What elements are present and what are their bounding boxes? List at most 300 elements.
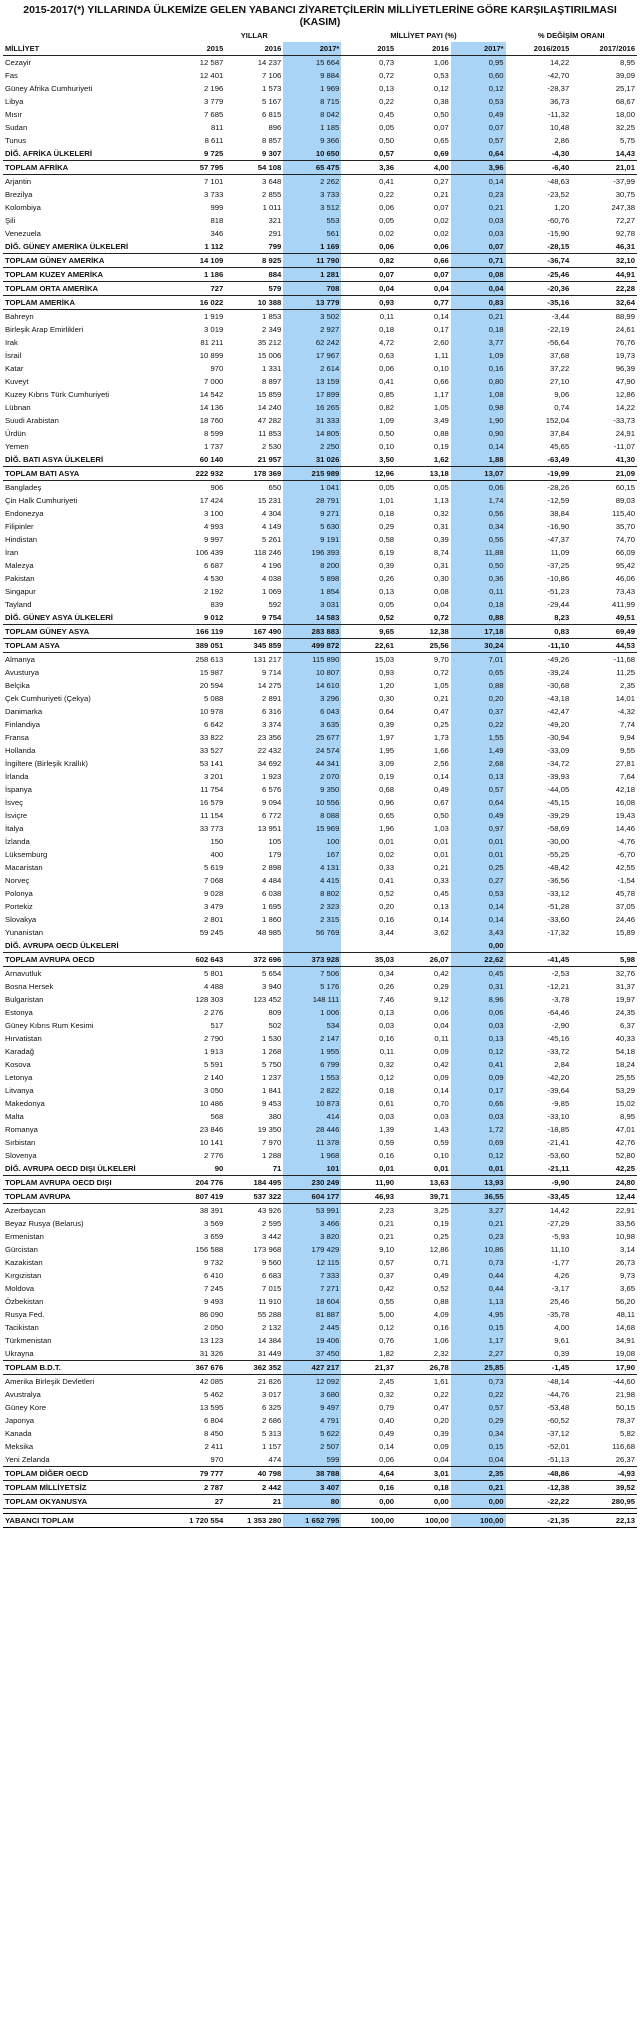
value-cell: 0,29: [379, 522, 395, 531]
value-cell: 3,44: [379, 928, 395, 937]
value-cell: 4 149: [262, 522, 282, 531]
value-cell: 1 331: [262, 364, 282, 373]
value-cell: -21,41: [547, 1138, 570, 1147]
value-cell: 0,04: [451, 282, 506, 296]
value-cell: -17,32: [547, 928, 570, 937]
value-cell: -37,25: [547, 561, 570, 570]
value-cell: 0,29: [433, 982, 449, 991]
country-cell: TOPLAM AVRUPA OECD DIŞI: [3, 1176, 167, 1190]
value-cell: 0,14: [451, 440, 506, 453]
value-cell: 19 406: [283, 1334, 341, 1347]
value-cell: 0,21: [433, 190, 449, 199]
value-cell: 8 925: [225, 254, 283, 268]
value-cell: 0,22: [451, 718, 506, 731]
value-cell: 0,49: [433, 1271, 449, 1280]
value-cell: 0,52: [433, 1284, 449, 1293]
value-cell: 44,91: [571, 268, 637, 282]
value-cell: 40,33: [615, 1034, 635, 1043]
value-cell: 0,18: [451, 323, 506, 336]
value-cell: 0,17: [451, 1084, 506, 1097]
value-cell: 0,49: [379, 1429, 395, 1438]
country-cell: TOPLAM MİLLİYETSİZ: [3, 1481, 167, 1495]
value-cell: 0,01: [433, 1164, 449, 1173]
value-cell: 9 732: [204, 1258, 224, 1267]
value-cell: 13 159: [283, 375, 341, 388]
value-cell: 0,05: [379, 123, 395, 132]
value-cell: 0,71: [451, 254, 506, 268]
value-cell: 6 038: [262, 889, 282, 898]
table-row: [3, 796, 637, 809]
value-cell: 0,21: [433, 863, 449, 872]
value-cell: 33 773: [199, 824, 224, 833]
value-cell: 0,57: [379, 1258, 395, 1267]
value-cell: 47 282: [257, 416, 282, 425]
value-cell: 1 553: [283, 1071, 341, 1084]
value-cell: 0,57: [451, 134, 506, 147]
header-share-2015: 2015: [341, 42, 396, 56]
value-cell: 215 989: [283, 467, 341, 481]
value-cell: 11,09: [550, 548, 570, 557]
value-cell: 427 217: [283, 1361, 341, 1375]
value-cell: 0,40: [379, 1416, 395, 1425]
value-cell: -48,42: [547, 863, 570, 872]
table-row: [3, 1334, 637, 1347]
value-cell: 3,62: [433, 928, 449, 937]
value-cell: 26,37: [615, 1455, 635, 1464]
value-cell: -49,26: [547, 655, 570, 664]
value-cell: 0,11: [379, 312, 395, 321]
value-cell: 321: [268, 216, 282, 225]
value-cell: 0,41: [379, 876, 395, 885]
value-cell: 3,77: [451, 336, 506, 349]
table-row: [3, 1388, 637, 1401]
value-cell: 0,73: [451, 1375, 506, 1389]
value-cell: 53 141: [199, 759, 224, 768]
value-cell: 1,20: [554, 203, 570, 212]
value-cell: 0,72: [433, 613, 449, 622]
value-cell: 0,05: [379, 483, 395, 492]
value-cell: 8 857: [262, 136, 282, 145]
value-cell: 16,08: [615, 798, 635, 807]
value-cell: 0,14: [451, 900, 506, 913]
value-cell: 66,09: [615, 548, 635, 557]
value-cell: 81 211: [200, 338, 224, 347]
value-cell: 0,14: [379, 1442, 395, 1451]
value-cell: -4,32: [617, 707, 635, 716]
table-row: [3, 1295, 637, 1308]
value-cell: 1,20: [379, 681, 395, 690]
value-cell: 131 217: [253, 655, 282, 664]
value-cell: 0,68: [379, 785, 395, 794]
value-cell: 1,09: [379, 416, 395, 425]
country-cell: Kolombiya: [5, 203, 41, 212]
value-cell: 0,16: [341, 1481, 396, 1495]
value-cell: 14,68: [615, 1323, 635, 1332]
value-cell: 0,03: [379, 1112, 395, 1121]
value-cell: 15,02: [615, 1099, 635, 1108]
value-cell: 11,90: [341, 1176, 396, 1190]
table-row: [3, 336, 637, 349]
value-cell: 7 271: [283, 1282, 341, 1295]
value-cell: 0,72: [433, 668, 449, 677]
value-cell: 0,85: [379, 390, 395, 399]
value-cell: 11 790: [283, 254, 341, 268]
value-cell: 1 652 795: [283, 1514, 341, 1528]
value-cell: -44,60: [613, 1377, 635, 1386]
value-cell: 0,07: [451, 121, 506, 134]
value-cell: 0,44: [451, 1269, 506, 1282]
value-cell: 14 240: [257, 403, 282, 412]
value-cell: 9 725: [204, 149, 224, 158]
total-row: [3, 254, 637, 268]
country-cell: Azerbaycan: [5, 1206, 46, 1215]
value-cell: 0,70: [433, 1099, 449, 1108]
value-cell: 5 261: [262, 535, 282, 544]
value-cell: 148 111: [283, 993, 341, 1006]
value-cell: 2 196: [204, 84, 224, 93]
country-cell: İspanya: [5, 785, 32, 794]
value-cell: 2,32: [433, 1349, 449, 1358]
table-row: [3, 848, 637, 861]
country-cell: Bahreyn: [5, 312, 34, 321]
value-cell: 0,57: [451, 1401, 506, 1414]
value-cell: -33,12: [547, 889, 570, 898]
value-cell: 60,15: [615, 483, 635, 492]
value-cell: 9 191: [283, 533, 341, 546]
value-cell: 2 070: [283, 770, 341, 783]
value-cell: -11,07: [613, 442, 635, 451]
value-cell: 24,91: [615, 429, 635, 438]
country-cell: Yeni Zelanda: [5, 1455, 50, 1464]
value-cell: 17 967: [283, 349, 341, 362]
value-cell: 362 352: [225, 1361, 283, 1375]
value-cell: 26,78: [396, 1361, 451, 1375]
value-cell: 811: [211, 123, 224, 132]
table-row: [3, 1110, 637, 1123]
country-cell: Kuveyt: [5, 377, 29, 386]
value-cell: 2 891: [262, 694, 282, 703]
value-cell: 4 993: [204, 522, 224, 531]
value-cell: 1 069: [262, 587, 282, 596]
value-cell: 818: [210, 216, 224, 225]
country-cell: Portekiz: [5, 902, 33, 911]
value-cell: 100,00: [396, 1514, 451, 1528]
value-cell: 9 997: [204, 535, 224, 544]
table-row: [3, 323, 637, 336]
value-cell: 14 109: [167, 254, 225, 268]
country-cell: DİĞ. GÜNEY ASYA ÜLKELERİ: [5, 613, 113, 622]
value-cell: 0,83: [506, 625, 572, 639]
value-cell: 40 798: [225, 1467, 283, 1481]
value-cell: 47,01: [615, 1125, 635, 1134]
value-cell: 7 101: [204, 177, 224, 186]
country-cell: Belçika: [5, 681, 30, 690]
value-cell: 9,70: [433, 655, 449, 664]
table-row: [3, 1375, 637, 1389]
value-cell: 0,33: [433, 876, 449, 885]
value-cell: 9 560: [262, 1258, 282, 1267]
value-cell: 14,01: [615, 694, 635, 703]
value-cell: 166 119: [167, 625, 225, 639]
country-cell: Tacikistan: [5, 1323, 39, 1332]
value-cell: 1,74: [451, 494, 506, 507]
country-cell: TOPLAM ORTA AMERİKA: [3, 282, 167, 296]
value-cell: -33,73: [613, 416, 635, 425]
value-cell: 17,18: [451, 625, 506, 639]
value-cell: 76,76: [615, 338, 635, 347]
value-cell: 5 167: [262, 97, 282, 106]
value-cell: 23 846: [199, 1125, 224, 1134]
value-cell: 22,62: [451, 953, 506, 967]
value-cell: 10 978: [199, 707, 224, 716]
value-cell: -53,48: [547, 1403, 570, 1412]
value-cell: 1,11: [434, 351, 449, 360]
value-cell: -4,30: [551, 149, 570, 158]
table-row: [3, 188, 637, 201]
value-cell: 28 791: [283, 494, 341, 507]
value-cell: 4 791: [283, 1414, 341, 1427]
country-cell: TOPLAM GÜNEY ASYA: [3, 625, 167, 639]
value-cell: 0,19: [433, 1219, 449, 1228]
value-cell: 9,65: [341, 625, 396, 639]
value-cell: 3,36: [341, 161, 396, 175]
value-cell: 38,84: [549, 509, 570, 518]
value-cell: 999: [210, 203, 224, 212]
value-cell: 0,00: [341, 1495, 396, 1509]
value-cell: 2,60: [433, 338, 449, 347]
value-cell: 258 613: [195, 655, 224, 664]
value-cell: 2,56: [433, 759, 449, 768]
value-cell: -43,18: [547, 694, 570, 703]
value-cell: 0,73: [379, 58, 395, 67]
value-cell: 7,46: [379, 995, 395, 1004]
country-cell: Sırbistan: [5, 1138, 36, 1147]
value-cell: 0,20: [433, 1416, 449, 1425]
value-cell: 0,57: [451, 783, 506, 796]
country-cell: Finlandiya: [5, 720, 41, 729]
value-cell: 46,93: [341, 1190, 396, 1204]
country-cell: Arjantin: [5, 177, 32, 186]
value-cell: 1,55: [451, 731, 506, 744]
country-cell: Japonya: [5, 1416, 35, 1425]
value-cell: 37,68: [549, 351, 570, 360]
header-share-2017: 2017*: [451, 42, 506, 56]
value-cell: 4 038: [262, 574, 282, 583]
value-cell: 34,91: [615, 1336, 635, 1345]
value-cell: 0,32: [379, 1390, 395, 1399]
value-cell: -20,36: [506, 282, 572, 296]
value-cell: 3 659: [204, 1232, 224, 1241]
value-cell: 1 968: [283, 1149, 341, 1162]
value-cell: 1,73: [433, 733, 449, 742]
value-cell: -1,77: [551, 1258, 570, 1267]
value-cell: 5,98: [571, 953, 637, 967]
nationality-table: [3, 30, 637, 1528]
value-cell: -28,37: [547, 84, 570, 93]
country-cell: Libya: [5, 97, 24, 106]
value-cell: 10 388: [225, 296, 283, 310]
value-cell: 3 296: [283, 692, 341, 705]
value-cell: 2 898: [262, 863, 282, 872]
value-cell: 0,14: [433, 312, 449, 321]
value-cell: 31 326: [199, 1349, 224, 1358]
country-cell: Katar: [5, 364, 24, 373]
value-cell: 2 411: [204, 1442, 224, 1451]
value-cell: 8 611: [204, 136, 224, 145]
value-cell: 0,02: [433, 216, 449, 225]
total-row: [3, 639, 637, 653]
value-cell: 0,05: [379, 600, 395, 609]
table-row: [3, 757, 637, 770]
value-cell: 373 928: [283, 953, 341, 967]
table-row: [3, 214, 637, 227]
value-cell: 5 462: [204, 1390, 224, 1399]
value-cell: 0,88: [451, 611, 506, 625]
value-cell: 10 141: [199, 1138, 224, 1147]
value-cell: 0,69: [451, 1136, 506, 1149]
value-cell: -48,63: [547, 177, 570, 186]
country-cell: Türkmenistan: [5, 1336, 52, 1345]
table-row: [3, 900, 637, 913]
value-cell: 16 022: [167, 296, 225, 310]
value-cell: 372 696: [225, 953, 283, 967]
value-cell: -33,72: [547, 1047, 570, 1056]
value-cell: 1 854: [283, 585, 341, 598]
value-cell: 68,67: [615, 97, 635, 106]
value-cell: 15 969: [283, 822, 341, 835]
value-cell: 0,45: [379, 110, 395, 119]
value-cell: 0,06: [433, 242, 449, 251]
country-cell: Arnavutluk: [5, 969, 42, 978]
country-cell: Pakistan: [5, 574, 35, 583]
value-cell: 9 094: [262, 798, 282, 807]
value-cell: 15 006: [257, 351, 282, 360]
total-row: [3, 282, 637, 296]
value-cell: 2,27: [451, 1347, 506, 1361]
value-cell: 14 583: [283, 611, 341, 625]
value-cell: 22,91: [615, 1206, 635, 1215]
value-cell: 1,72: [451, 1123, 506, 1136]
value-cell: 10,98: [615, 1232, 635, 1241]
value-cell: 9 493: [204, 1297, 224, 1306]
value-cell: 7,64: [620, 772, 635, 781]
value-cell: 0,50: [433, 811, 449, 820]
value-cell: 18,00: [615, 110, 635, 119]
value-cell: 414: [283, 1110, 341, 1123]
value-cell: [396, 939, 451, 953]
value-cell: 0,22: [451, 1388, 506, 1401]
value-cell: 14 805: [283, 427, 341, 440]
value-cell: 24,61: [615, 325, 635, 334]
value-cell: 16 265: [283, 401, 341, 414]
value-cell: 14 275: [257, 681, 282, 690]
value-cell: 14,22: [549, 58, 570, 67]
country-cell: Kanada: [5, 1429, 32, 1438]
value-cell: 1,13: [451, 1295, 506, 1308]
value-cell: 3 442: [262, 1232, 282, 1241]
value-cell: 0,06: [379, 1455, 395, 1464]
value-cell: 196 393: [283, 546, 341, 559]
country-cell: Norveç: [5, 876, 30, 885]
value-cell: 1 720 554: [167, 1514, 225, 1528]
value-cell: -30,94: [547, 733, 570, 742]
value-cell: 0,41: [379, 377, 395, 386]
table-row: [3, 69, 637, 82]
value-cell: -37,99: [613, 177, 635, 186]
value-cell: -28,15: [547, 242, 570, 251]
value-cell: [167, 939, 225, 953]
value-cell: 184 495: [225, 1176, 283, 1190]
value-cell: 0,39: [433, 1429, 449, 1438]
country-cell: Ermenistan: [5, 1232, 44, 1241]
value-cell: 0,34: [379, 969, 395, 978]
value-cell: 0,18: [379, 1086, 395, 1095]
country-cell: İsviçre: [5, 811, 28, 820]
value-cell: 15 987: [199, 668, 224, 677]
country-cell: Makedonya: [5, 1099, 45, 1108]
value-cell: [225, 939, 283, 953]
value-cell: 31 449: [257, 1349, 282, 1358]
value-cell: 0,41: [451, 1058, 506, 1071]
value-cell: 1 237: [262, 1073, 282, 1082]
value-cell: 2 686: [262, 1416, 282, 1425]
value-cell: 0,01: [433, 850, 449, 859]
value-cell: 0,59: [379, 1138, 395, 1147]
value-cell: 604 177: [283, 1190, 341, 1204]
value-cell: 0,15: [451, 1321, 506, 1334]
value-cell: 48,11: [616, 1310, 635, 1319]
total-row: [3, 296, 637, 310]
country-cell: TOPLAM DİĞER OECD: [3, 1467, 167, 1481]
value-cell: 2,45: [379, 1377, 395, 1386]
value-cell: 52,80: [615, 1151, 635, 1160]
value-cell: -33,60: [547, 915, 570, 924]
value-cell: 3 733: [283, 188, 341, 201]
table-row: [3, 1230, 637, 1243]
value-cell: 0,72: [379, 71, 395, 80]
country-cell: Brezilya: [5, 190, 33, 199]
country-cell: Fransa: [5, 733, 29, 742]
value-cell: 32,25: [615, 123, 635, 132]
value-cell: 0,06: [379, 203, 395, 212]
value-cell: 56,20: [615, 1297, 635, 1306]
value-cell: 0,34: [451, 1427, 506, 1440]
country-cell: Lüksemburg: [5, 850, 48, 859]
value-cell: 0,16: [433, 1323, 449, 1332]
value-cell: 3 940: [262, 982, 282, 991]
value-cell: 389 051: [167, 639, 225, 653]
value-cell: 3 100: [204, 509, 224, 518]
value-cell: 3 680: [283, 1388, 341, 1401]
header-change-group: % DEĞİŞİM ORANI: [537, 31, 605, 40]
value-cell: 105: [268, 837, 282, 846]
value-cell: 0,52: [379, 889, 395, 898]
country-cell: Güney Kore: [5, 1403, 47, 1412]
table-row: [3, 401, 637, 414]
value-cell: 10 556: [283, 796, 341, 809]
value-cell: 230 249: [283, 1176, 341, 1190]
value-cell: 0,71: [433, 1258, 449, 1267]
value-cell: 96,39: [615, 364, 635, 373]
value-cell: 57 795: [167, 161, 225, 175]
country-cell: Slovakya: [5, 915, 37, 924]
table-row: [3, 481, 637, 495]
value-cell: 2 050: [204, 1323, 224, 1332]
value-cell: -56,64: [547, 338, 570, 347]
table-row: [3, 572, 637, 585]
value-cell: 204 776: [167, 1176, 225, 1190]
value-cell: 12,38: [396, 625, 451, 639]
